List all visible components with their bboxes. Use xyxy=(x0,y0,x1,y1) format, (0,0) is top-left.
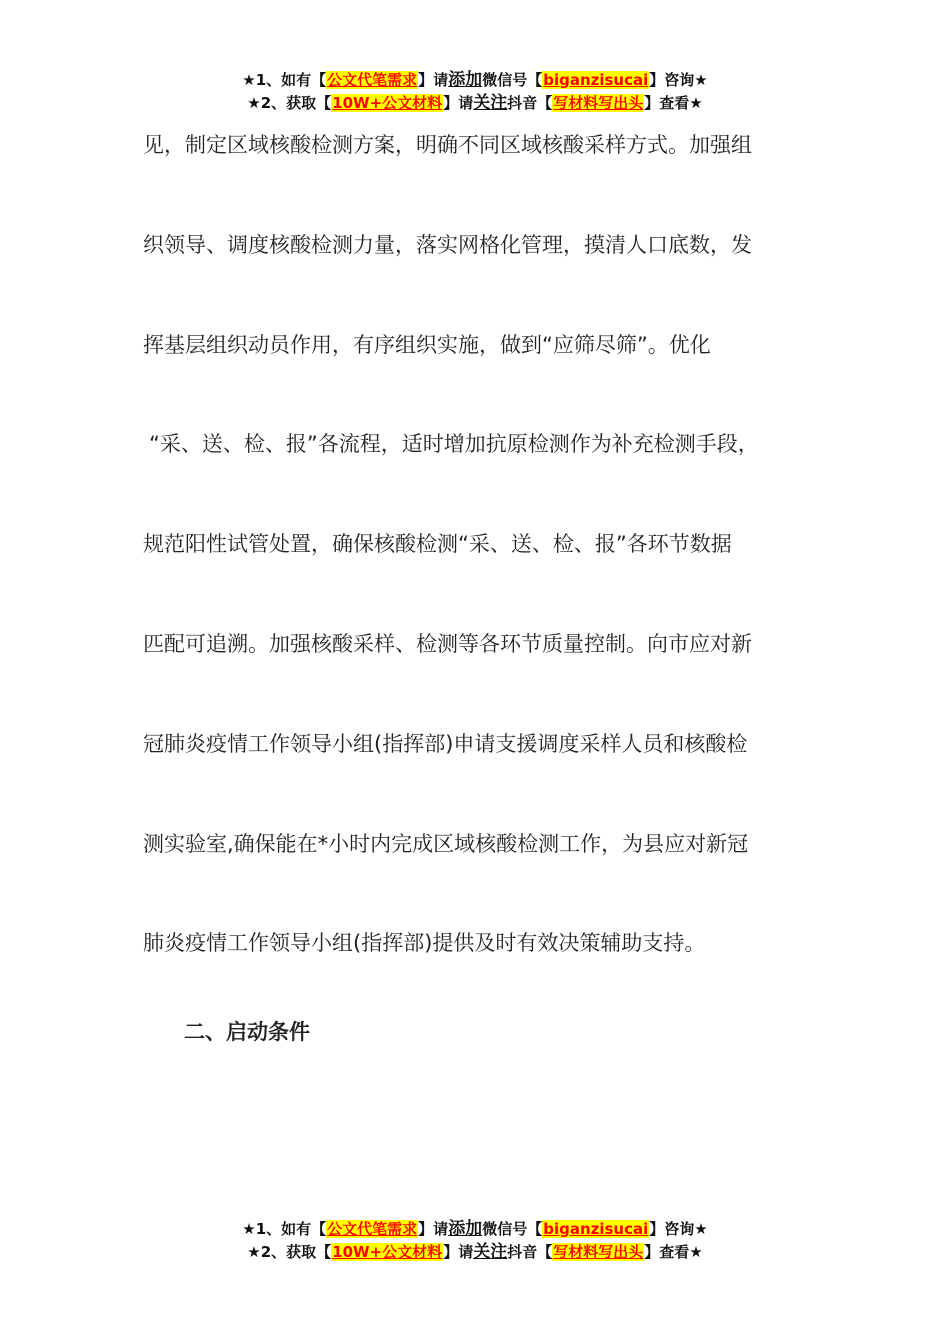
banner-text: 抖音【 xyxy=(507,94,553,112)
banner-text: ★2、获取【 xyxy=(247,94,332,112)
banner-text: 微信号【 xyxy=(482,71,543,89)
banner-highlight: 写材料写出头 xyxy=(553,1243,644,1261)
banner-text: ★1、如有【 xyxy=(242,71,327,89)
body-line: 见，制定区域核酸检测方案，明确不同区域核酸采样方式。加强组 xyxy=(143,133,752,157)
body-line: 匹配可追溯。加强核酸采样、检测等各环节质量控制。向市应对新 xyxy=(143,631,752,656)
banner-highlight: 写材料写出头 xyxy=(553,94,644,112)
banner-text: 】请 xyxy=(418,1220,449,1238)
body-line: 规范阳性试管处置，确保核酸检测“采、送、检、报”各环节数据 xyxy=(143,532,732,557)
banner-text: 】请 xyxy=(443,94,474,112)
banner-highlight: biganzisucai xyxy=(543,71,649,89)
document-body xyxy=(143,126,843,1024)
banner-emphasis: 添加 xyxy=(448,1219,483,1239)
body-line: 肺炎疫情工作领导小组(指挥部)提供及时有效决策辅助支持。 xyxy=(143,931,706,956)
banner-highlight: 公文代笔需求 xyxy=(327,71,418,89)
header-banner xyxy=(0,69,950,115)
banner-highlight: 10W+公文材料 xyxy=(332,94,443,112)
banner-text: 抖音【 xyxy=(507,1243,553,1261)
footer-banner xyxy=(0,1218,950,1264)
banner-highlight: biganzisucai xyxy=(543,1220,649,1238)
banner-line-1 xyxy=(0,69,950,92)
banner-line-2 xyxy=(0,92,950,115)
body-line: 挥基层组织动员作用，有序组织实施，做到“应筛尽筛”。优化 xyxy=(143,332,711,357)
banner-emphasis: 关注 xyxy=(473,93,508,113)
banner-line-1 xyxy=(0,1218,950,1241)
banner-highlight: 公文代笔需求 xyxy=(327,1220,418,1238)
banner-text: 】咨询★ xyxy=(649,1220,708,1238)
banner-text: ★1、如有【 xyxy=(242,1220,327,1238)
banner-text: ★2、获取【 xyxy=(247,1243,332,1261)
body-line: 测实验室,确保能在*小时内完成区域核酸检测工作，为县应对新冠 xyxy=(143,831,749,856)
banner-line-2 xyxy=(0,1241,950,1264)
banner-highlight: 10W+公文材料 xyxy=(332,1243,443,1261)
body-line: 冠肺炎疫情工作领导小组(指挥部)申请支援调度采样人员和核酸检 xyxy=(143,731,748,756)
banner-emphasis: 关注 xyxy=(473,1242,508,1262)
banner-emphasis: 添加 xyxy=(448,70,483,90)
body-line: “采、送、检、报”各流程，适时增加抗原检测作为补充检测手段， xyxy=(149,432,759,457)
body-line: 织领导、调度核酸检测力量，落实网格化管理，摸清人口底数，发 xyxy=(143,232,752,257)
banner-text: 微信号【 xyxy=(482,1220,543,1238)
banner-text: 】咨询★ xyxy=(649,71,708,89)
banner-text: 】查看★ xyxy=(644,94,703,112)
section-heading: 二、启动条件 xyxy=(184,1020,310,1044)
banner-text: 】查看★ xyxy=(644,1243,703,1261)
banner-text: 】请 xyxy=(443,1243,474,1261)
banner-text: 】请 xyxy=(418,71,449,89)
